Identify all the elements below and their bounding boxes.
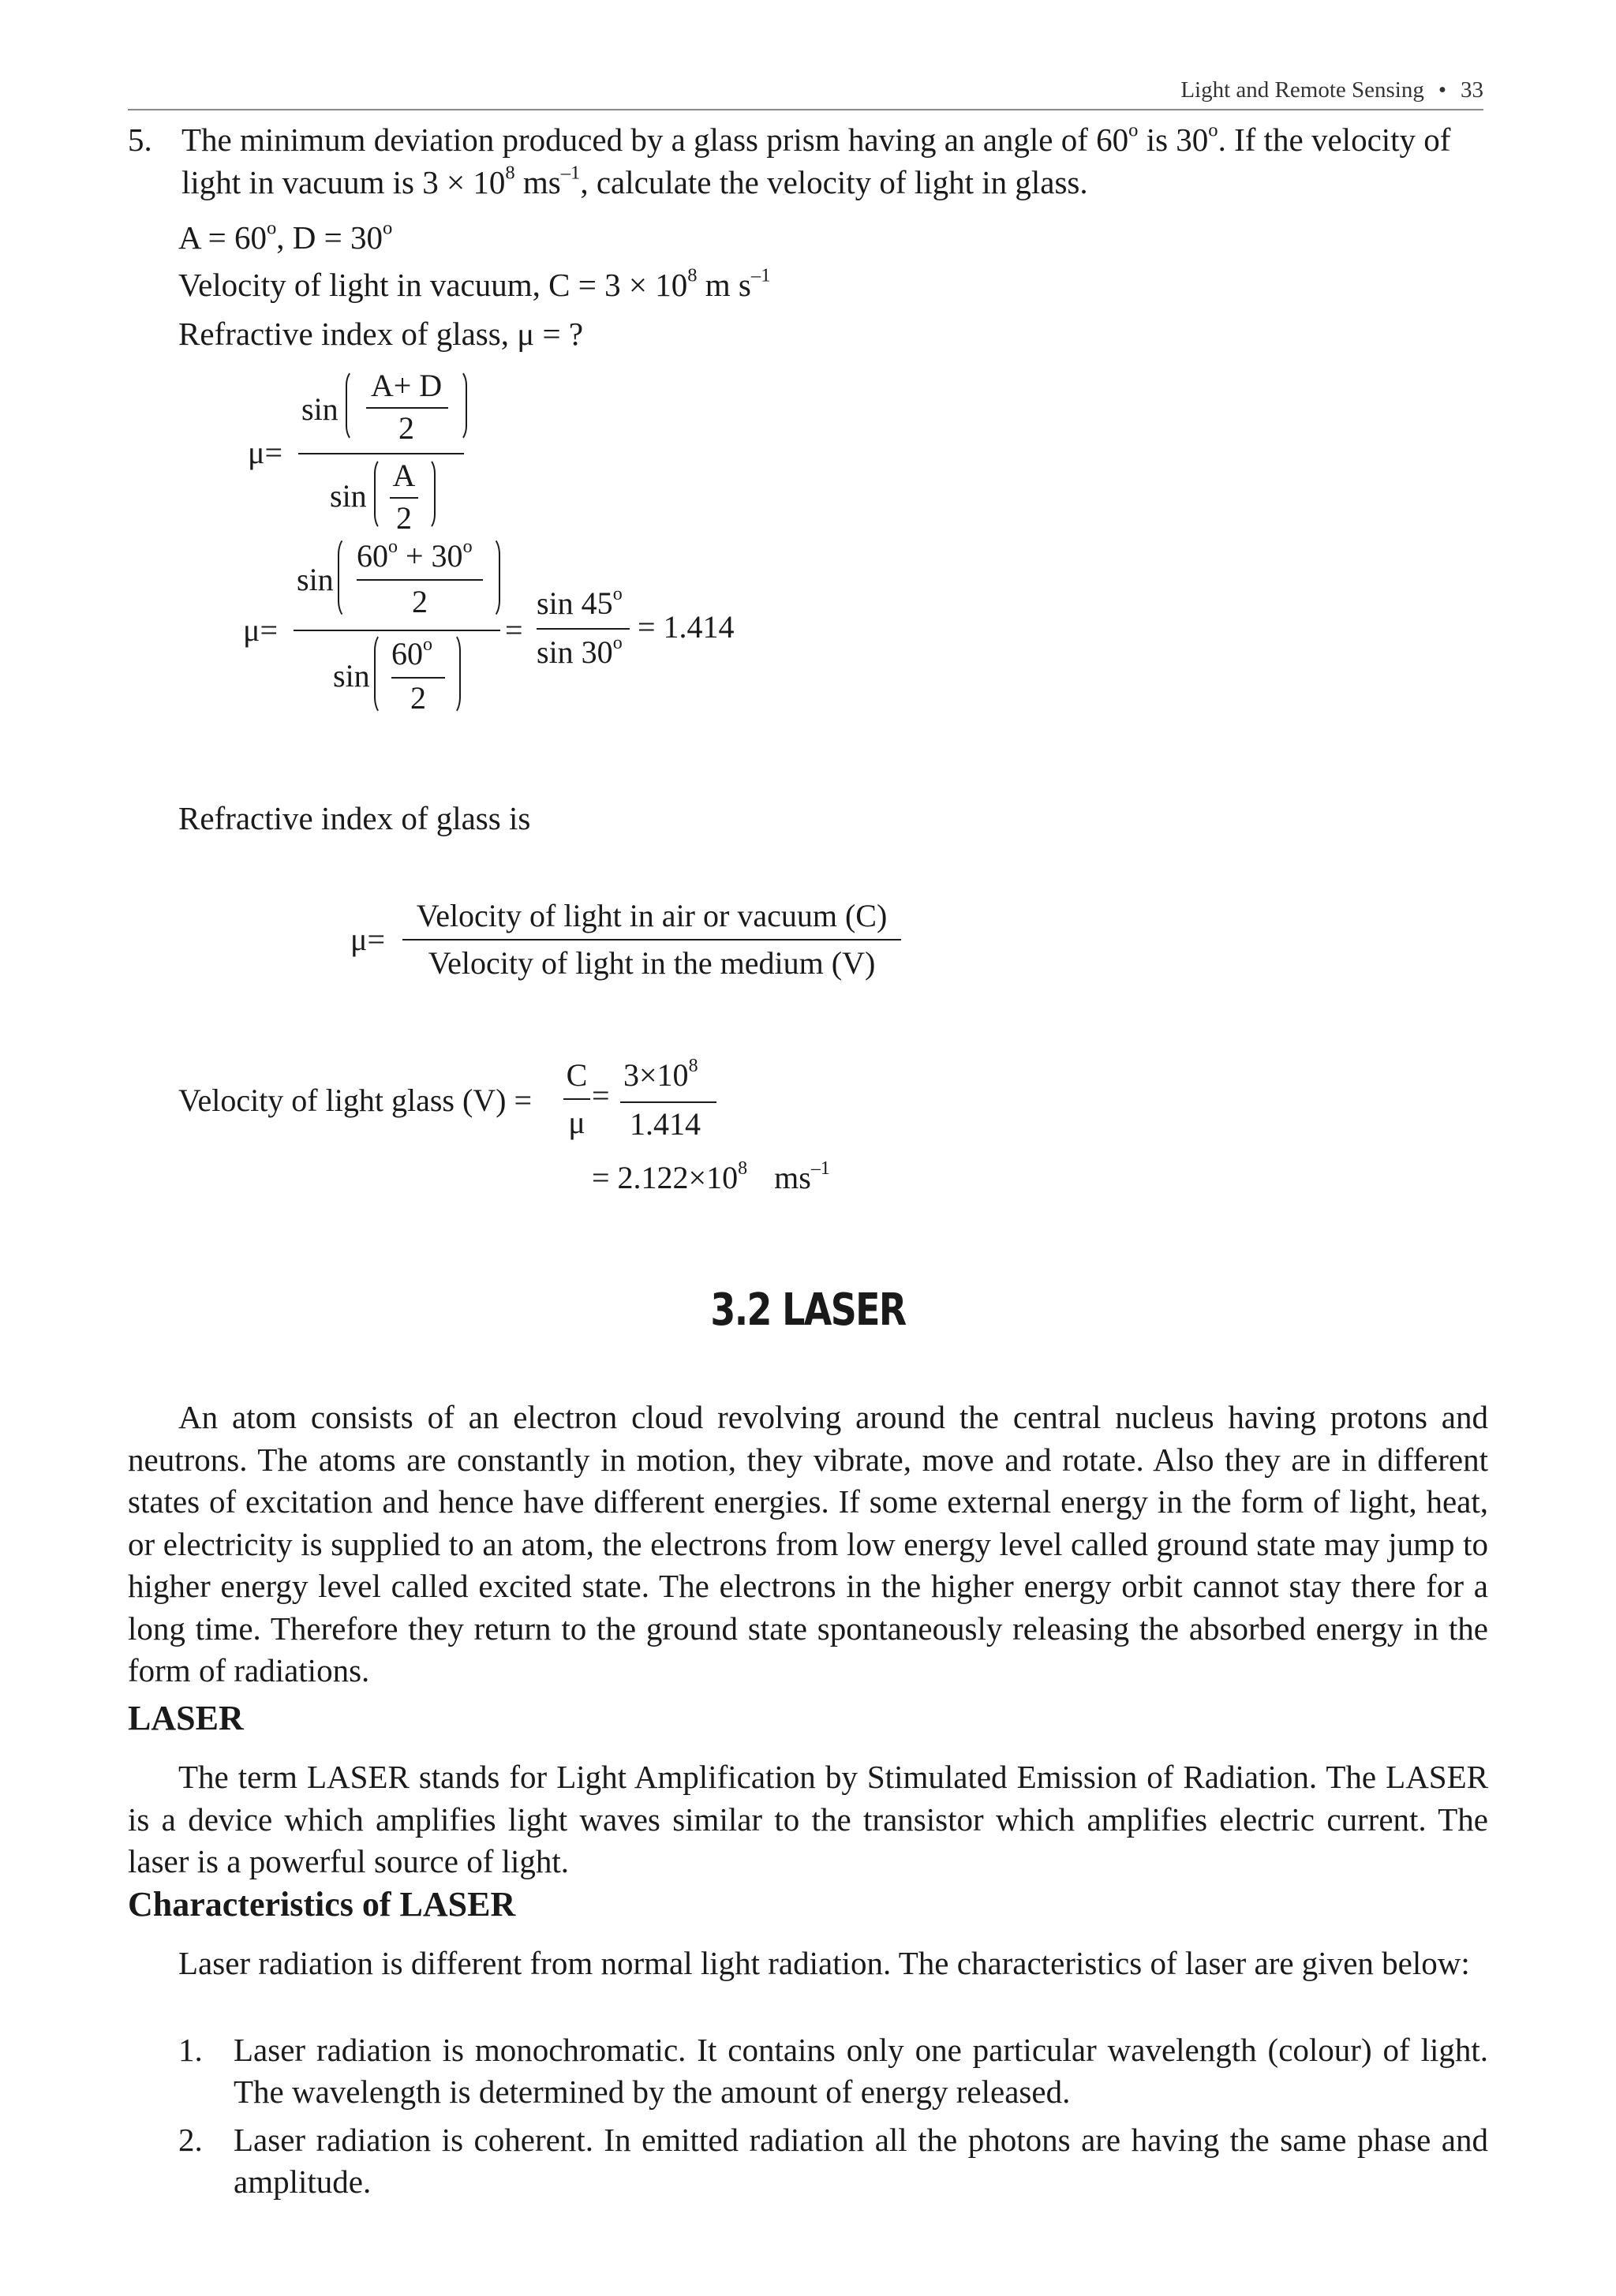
left-paren [374,633,391,715]
list-item-number: 1. [178,2032,203,2068]
numerator-a: A [392,458,416,493]
mu-symbol: μ [568,1105,585,1140]
right-paren [448,369,467,442]
header-section-title: Light and Remote Sensing [1180,77,1424,103]
numerator-sixty-plus-thirty: $60^o + 30^o$ [357,537,473,574]
paragraph-atom: An atom consists of an electron cloud revolving around the central nucleus having protons and neutrons. The atoms are constantly in motion, they vibrate, move and rotate. Also they are in different states of excitation and hence have different energies. If some external energy in the form of light, heat, or electricity is supplied to an atom, the electrons from low energy level called ground state may jump to higher energy level called excited state. The electrons in the higher energy orbit cannot stay there for a long time. Therefore they return to the ground state spontaneously releasing the absorbed energy in the form of radiations. [128,1399,1488,1688]
given-velocity-vacuum: Velocity of light in vacuum, $C = 3 \times 10^8$ m $s^{-1}$ [178,264,771,303]
mu-symbol: μ= [350,922,386,957]
numerator-a-plus-d: A+ D [370,368,443,403]
list-item-number: 2. [178,2122,203,2158]
header-rule [128,109,1483,110]
header-page-number: 33 [1461,77,1483,103]
c-over-mu-bar [563,1098,590,1100]
rhs-denominator: sin 30$^o$ [537,633,623,670]
numerator-sixty: 60$^o$ [391,634,432,671]
right-paren [418,458,436,530]
inner-fraction-bar [366,407,448,409]
given-refractive-index: Refractive index of glass, μ = ? [178,316,584,352]
definition-numerator: Velocity of light in air or vacuum (C) [416,898,888,933]
header-bullet: • [1438,77,1446,103]
inner-fraction-bar [390,497,418,499]
rhs-fraction-bar [537,628,630,630]
laser-heading: LASER [128,1699,244,1737]
list-item: Laser radiation is coherent. In emitted radiation all the photons are having the same phase and amplitude. [234,2122,1488,2200]
mu-symbol: μ= [248,435,283,470]
section-title: 3.2 LASER [710,1284,906,1336]
running-header [1180,77,1483,103]
sin-label: sin [301,391,339,427]
refractive-index-line: Refractive index of glass is [178,800,531,836]
equals-sign: = [592,1078,610,1113]
characteristics-heading: Characteristics of LASER [128,1885,516,1924]
velocity-result: = $2.122\times 10^8$ $ms^{-1}$ [592,1158,830,1195]
inner-fraction-bar [391,677,445,679]
question-text: The minimum deviation produced by a glass prism having an angle of 60$^o$ is 30$^o$. If the velocity of light in vacuum is $3 \times 10^8$ $ms^{-1}$, calculate the velocity of light in glass. [181,119,1451,200]
left-paren [338,537,357,619]
left-paren [346,369,365,442]
paragraph-characteristics-intro: Laser radiation is different from normal light radiation. The characteristics of laser are given below: [178,1945,1470,1981]
velocity-numerator: $3\times 10^8$ [623,1056,698,1093]
right-paren [481,537,500,619]
velocity-fraction-bar [620,1101,716,1103]
definition-denominator: Velocity of light in the medium (V) [428,945,876,981]
list-item: Laser radiation is monochromatic. It contains only one particular wavelength (colour) of light. The wavelength is determined by the amount of energy released. [234,2032,1488,2110]
sin-label: sin [297,562,334,597]
main-fraction-bar [294,630,500,631]
sin-label: sin [330,478,367,514]
denominator-two: 2 [412,584,428,619]
question-number: 5. [128,122,152,158]
denominator-two: 2 [398,410,414,446]
equals-sign: = [505,612,523,648]
c-symbol: C [566,1057,588,1093]
paragraph-laser-definition: The term LASER stands for Light Amplification by Stimulated Emission of Radiation. The LASER is a device which amplifies light waves similar to the transistor which amplifies electric current. The laser is a powerful source of light. [128,1759,1488,1879]
right-paren [443,633,461,715]
given-angles: $A = 60^o$, $D = 30^o$ [178,217,393,256]
main-fraction-bar [298,453,464,454]
sin-label: sin [333,658,370,694]
denominator-two: 2 [396,500,412,536]
rhs-numerator: sin 45$^o$ [537,584,623,621]
definition-fraction-bar [402,939,901,940]
denominator-two: 2 [410,680,426,716]
velocity-denominator: 1.414 [630,1106,701,1142]
velocity-label: Velocity of light glass (V) = [178,1083,533,1118]
inner-fraction-bar [357,579,483,581]
mu-symbol: μ= [243,612,279,648]
result-value: = 1.414 [638,609,735,645]
